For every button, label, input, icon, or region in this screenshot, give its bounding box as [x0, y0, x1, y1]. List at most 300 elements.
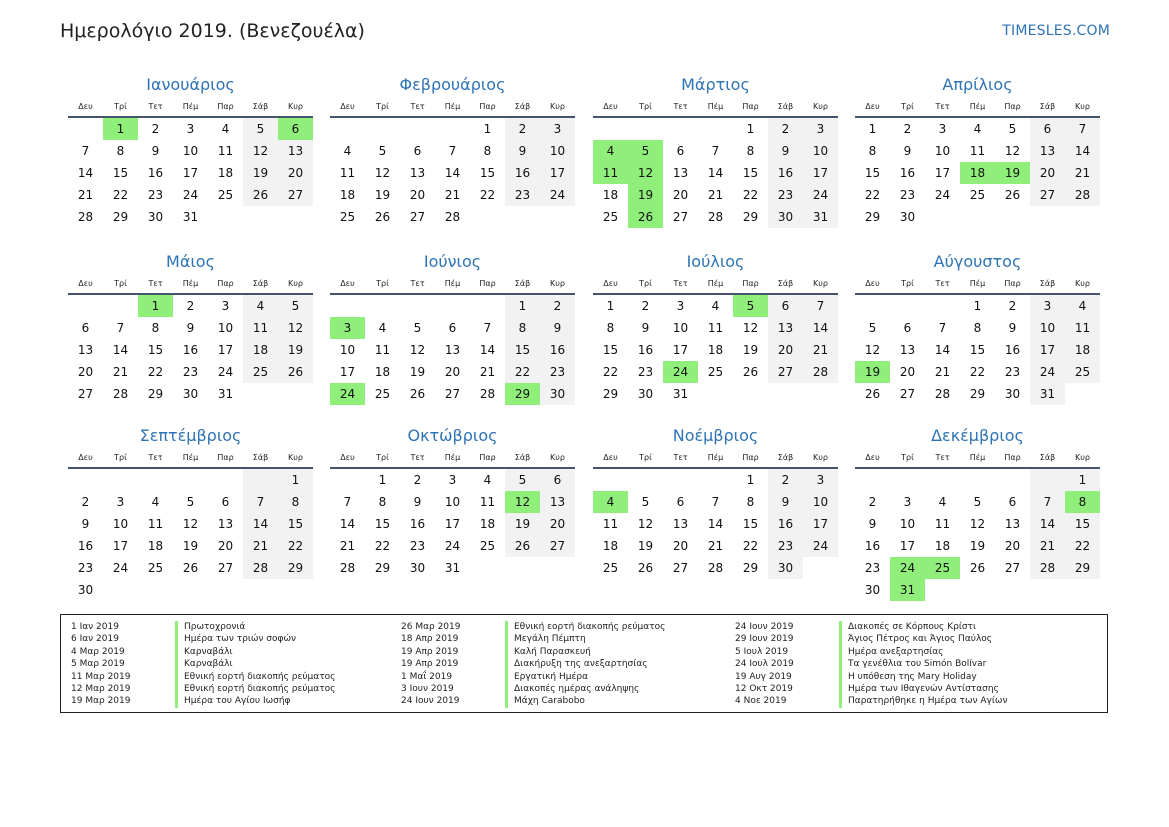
empty-day-cell: [68, 469, 103, 491]
day-cell: 13: [444, 343, 461, 357]
day-cell: 31: [1030, 383, 1065, 405]
weekday-header: [330, 275, 575, 295]
day-cell: 14: [934, 343, 951, 357]
day-cell: 30: [409, 561, 426, 575]
holiday-day-cell: 31: [890, 579, 925, 601]
weekday-label: Τρί: [901, 102, 914, 111]
day-cell: 15: [864, 166, 881, 180]
day-cell: 21: [339, 539, 356, 553]
day-cell: 3: [803, 469, 838, 491]
month-calendar: [855, 72, 1100, 228]
day-cell: 28: [77, 210, 94, 224]
weekday-label: Κυρ: [813, 453, 828, 462]
day-cell: 15: [374, 517, 391, 531]
day-cell: 24: [934, 188, 951, 202]
week-row: [593, 557, 838, 579]
holiday-date: 24 Ιουν 2019: [735, 622, 794, 632]
day-cell: 4: [378, 321, 387, 335]
weekday-label: Παρ: [742, 453, 759, 462]
day-cell: 1: [505, 295, 540, 317]
week-row: [855, 206, 1100, 228]
weekday-label: Κυρ: [288, 453, 303, 462]
day-cell: 22: [742, 539, 759, 553]
holiday-day-cell: 24: [663, 361, 698, 383]
holiday-date: 29 Ιουν 2019: [735, 634, 794, 645]
holiday-entry: [391, 658, 665, 670]
day-cell: 16: [505, 162, 540, 184]
day-cell: 1: [746, 473, 755, 487]
day-cell: 27: [77, 387, 94, 401]
week-row: [855, 184, 1100, 206]
day-cell: 6: [1030, 118, 1065, 140]
empty-day-cell: [138, 579, 173, 601]
holiday-date: 12 Μαρ 2019: [71, 683, 131, 694]
weekday-label: Κυρ: [813, 102, 828, 111]
day-cell: 24: [444, 539, 461, 553]
day-cell: 4: [151, 495, 160, 509]
week-row: [330, 513, 575, 535]
day-cell: 7: [81, 144, 90, 158]
holiday-name: Ημέρα ανεξαρτησίας: [839, 646, 943, 658]
day-cell: 23: [505, 184, 540, 206]
day-cell: 17: [934, 166, 951, 180]
week-row: [855, 339, 1100, 361]
holiday-name: Εθνική εορτή διακοπής ρεύματος: [175, 683, 335, 695]
month-calendar: [855, 423, 1100, 601]
day-cell: 25: [707, 365, 724, 379]
day-cell: 25: [243, 361, 278, 383]
day-cell: 14: [77, 166, 94, 180]
weekday-label: Σάβ: [777, 453, 794, 462]
holiday-day-cell: 25: [925, 557, 960, 579]
day-cell: 20: [899, 365, 916, 379]
empty-day-cell: [890, 295, 925, 317]
weekday-header: [330, 98, 575, 118]
empty-day-cell: [925, 469, 960, 491]
day-cell: 27: [899, 387, 916, 401]
day-cell: 12: [1004, 144, 1021, 158]
holiday-date: 24 Ιουν 2019: [401, 696, 460, 707]
day-cell: 17: [540, 162, 575, 184]
empty-day-cell: [540, 206, 575, 228]
day-cell: 24: [182, 188, 199, 202]
week-row: [68, 535, 313, 557]
day-cell: 14: [112, 343, 129, 357]
empty-day-cell: [68, 295, 103, 317]
weekday-label: Τετ: [148, 453, 163, 462]
day-cell: 12: [243, 140, 278, 162]
empty-day-cell: [470, 295, 505, 317]
day-cell: 23: [540, 361, 575, 383]
weekday-label: Τρί: [376, 279, 389, 288]
day-cell: 21: [112, 365, 129, 379]
weekday-label: Σάβ: [777, 279, 794, 288]
empty-day-cell: [68, 118, 103, 140]
day-cell: 14: [444, 166, 461, 180]
empty-day-cell: [278, 383, 313, 405]
day-cell: 30: [899, 210, 916, 224]
holiday-name: Ημέρα του Αγίου Ιωσήφ: [175, 695, 291, 707]
day-cell: 20: [768, 339, 803, 361]
day-cell: 29: [112, 210, 129, 224]
day-cell: 27: [217, 561, 234, 575]
holiday-name: Εργατική Ημέρα: [505, 671, 588, 683]
holiday-entry: [61, 633, 335, 645]
day-cell: 10: [803, 140, 838, 162]
day-cell: 13: [1004, 517, 1021, 531]
day-cell: 6: [1008, 495, 1017, 509]
holiday-name: Καλή Παρασκευή: [505, 646, 591, 658]
day-cell: 22: [969, 365, 986, 379]
day-cell: 21: [479, 365, 496, 379]
day-cell: 10: [1030, 317, 1065, 339]
empty-day-cell: [278, 579, 313, 601]
day-cell: 2: [768, 118, 803, 140]
empty-day-cell: [995, 469, 1030, 491]
day-cell: 8: [278, 491, 313, 513]
weekday-label: Πέμ: [182, 102, 199, 111]
empty-day-cell: [435, 295, 470, 317]
month-name: Απρίλιος: [942, 75, 1013, 94]
weekday-label: Τρί: [639, 279, 652, 288]
holiday-name: Εθνική εορτή διακοπής ρεύματος: [505, 621, 665, 633]
weekday-label: Κυρ: [1075, 453, 1090, 462]
empty-day-cell: [243, 579, 278, 601]
empty-day-cell: [470, 206, 505, 228]
weekday-label: Σάβ: [1039, 102, 1056, 111]
week-row: [330, 317, 575, 339]
day-cell: 24: [803, 184, 838, 206]
empty-day-cell: [960, 469, 995, 491]
day-cell: 8: [483, 144, 492, 158]
holiday-date: 4 Νοε 2019: [735, 696, 787, 707]
day-cell: 1: [483, 122, 492, 136]
day-cell: 11: [707, 321, 724, 335]
holiday-date: 12 Οκτ 2019: [735, 683, 793, 694]
day-cell: 10: [899, 517, 916, 531]
holiday-date: 18 Απρ 2019: [401, 634, 459, 645]
day-cell: 5: [641, 495, 650, 509]
day-cell: 30: [637, 387, 654, 401]
day-cell: 25: [602, 210, 619, 224]
day-cell: 10: [217, 321, 234, 335]
weekday-label: Σάβ: [1039, 453, 1056, 462]
day-cell: 24: [803, 535, 838, 557]
weekday-label: Πέμ: [182, 453, 199, 462]
week-row: [593, 513, 838, 535]
day-cell: 21: [243, 535, 278, 557]
day-cell: 20: [672, 188, 689, 202]
holiday-entry: [725, 621, 1008, 633]
day-cell: 21: [707, 188, 724, 202]
day-cell: 27: [1004, 561, 1021, 575]
weekday-label: Δευ: [865, 453, 880, 462]
day-cell: 17: [217, 343, 234, 357]
day-cell: 19: [505, 513, 540, 535]
empty-day-cell: [1065, 206, 1100, 228]
day-cell: 18: [707, 343, 724, 357]
day-cell: 21: [444, 188, 461, 202]
holiday-date: 5 Μαρ 2019: [71, 659, 125, 670]
month-name: Ιούνιος: [423, 252, 482, 271]
day-cell: 7: [711, 495, 720, 509]
day-cell: 12: [742, 321, 759, 335]
day-cell: 9: [413, 495, 422, 509]
week-row: [330, 118, 575, 140]
week-row: [68, 557, 313, 579]
day-cell: 10: [540, 140, 575, 162]
empty-day-cell: [803, 383, 838, 405]
empty-day-cell: [1030, 579, 1065, 601]
day-cell: 19: [278, 339, 313, 361]
holiday-day-cell: 6: [278, 118, 313, 140]
day-cell: 18: [602, 188, 619, 202]
weekday-label: Παρ: [1004, 102, 1021, 111]
day-cell: 6: [221, 495, 230, 509]
week-row: [68, 295, 313, 317]
empty-day-cell: [960, 579, 995, 601]
holiday-list-column: [391, 621, 665, 708]
week-row: [855, 579, 1100, 601]
weekday-label: Τετ: [410, 453, 425, 462]
day-cell: 31: [803, 206, 838, 228]
day-cell: 26: [637, 561, 654, 575]
day-cell: 17: [803, 162, 838, 184]
day-cell: 2: [903, 122, 912, 136]
day-cell: 11: [374, 343, 391, 357]
weekday-label: Τρί: [114, 279, 127, 288]
weekday-label: Δευ: [603, 102, 618, 111]
day-cell: 25: [969, 188, 986, 202]
weekday-label: Τετ: [410, 279, 425, 288]
weekday-label: Σάβ: [252, 102, 269, 111]
day-cell: 6: [903, 321, 912, 335]
month-calendar: [68, 72, 313, 228]
holiday-name: Μάχη Carabobo: [505, 695, 585, 707]
empty-day-cell: [995, 206, 1030, 228]
day-cell: 29: [147, 387, 164, 401]
day-cell: 19: [182, 539, 199, 553]
week-row: [855, 535, 1100, 557]
holiday-day-cell: 11: [593, 162, 628, 184]
weekday-header: [68, 449, 313, 469]
day-cell: 18: [339, 188, 356, 202]
day-cell: 8: [116, 144, 125, 158]
week-row: [855, 383, 1100, 405]
day-cell: 20: [77, 365, 94, 379]
day-cell: 20: [278, 162, 313, 184]
day-cell: 29: [969, 387, 986, 401]
day-cell: 13: [278, 140, 313, 162]
day-cell: 18: [243, 339, 278, 361]
day-cell: 4: [343, 144, 352, 158]
day-cell: 22: [147, 365, 164, 379]
month-calendar: [855, 249, 1100, 405]
holiday-day-cell: 24: [890, 557, 925, 579]
day-cell: 7: [448, 144, 457, 158]
day-cell: 3: [448, 473, 457, 487]
month-name: Νοέμβριος: [672, 426, 759, 445]
weekday-label: Δευ: [865, 279, 880, 288]
day-cell: 19: [409, 365, 426, 379]
day-cell: 8: [606, 321, 615, 335]
day-cell: 27: [409, 210, 426, 224]
week-row: [593, 118, 838, 140]
empty-day-cell: [803, 557, 838, 579]
holiday-day-cell: 1: [138, 295, 173, 317]
empty-day-cell: [243, 383, 278, 405]
day-cell: 22: [112, 188, 129, 202]
day-cell: 29: [742, 210, 759, 224]
empty-day-cell: [855, 295, 890, 317]
empty-day-cell: [103, 469, 138, 491]
day-cell: 1: [973, 299, 982, 313]
day-cell: 1: [278, 469, 313, 491]
holiday-entry: [391, 633, 665, 645]
day-cell: 9: [1008, 321, 1017, 335]
weekday-label: Κυρ: [288, 279, 303, 288]
day-cell: 29: [1065, 557, 1100, 579]
weekday-label: Δευ: [78, 453, 93, 462]
empty-day-cell: [628, 469, 663, 491]
empty-day-cell: [505, 206, 540, 228]
day-cell: 21: [803, 339, 838, 361]
day-cell: 23: [409, 539, 426, 553]
holiday-day-cell: 1: [103, 118, 138, 140]
week-row: [855, 513, 1100, 535]
weekday-label: Παρ: [479, 453, 496, 462]
day-cell: 28: [1065, 184, 1100, 206]
month-name: Μάρτιος: [681, 75, 750, 94]
month-name: Φεβρουάριος: [399, 75, 506, 94]
week-row: [593, 339, 838, 361]
weekday-label: Παρ: [742, 102, 759, 111]
week-row: [855, 469, 1100, 491]
day-cell: 16: [768, 162, 803, 184]
day-cell: 7: [116, 321, 125, 335]
weekday-label: Τετ: [673, 102, 688, 111]
month-name: Ιανουάριος: [146, 75, 235, 94]
day-cell: 6: [676, 495, 685, 509]
month-calendar: [330, 423, 575, 579]
empty-day-cell: [925, 206, 960, 228]
day-cell: 2: [768, 469, 803, 491]
holiday-day-cell: 12: [505, 491, 540, 513]
day-cell: 9: [151, 144, 160, 158]
day-cell: 28: [479, 387, 496, 401]
day-cell: 10: [112, 517, 129, 531]
holiday-name: Καρναβάλι: [175, 658, 233, 670]
week-row: [68, 579, 313, 601]
weekday-label: Τετ: [935, 102, 950, 111]
empty-day-cell: [995, 579, 1030, 601]
day-cell: 3: [903, 495, 912, 509]
day-cell: 13: [672, 166, 689, 180]
day-cell: 9: [540, 317, 575, 339]
week-row: [855, 140, 1100, 162]
day-cell: 22: [374, 539, 391, 553]
day-cell: 15: [602, 343, 619, 357]
day-cell: 5: [1008, 122, 1017, 136]
month-calendar: [593, 423, 838, 579]
day-cell: 5: [868, 321, 877, 335]
week-row: [68, 361, 313, 383]
day-cell: 27: [672, 210, 689, 224]
holiday-entry: [61, 671, 335, 683]
week-row: [593, 162, 838, 184]
empty-day-cell: [733, 383, 768, 405]
day-cell: 26: [243, 184, 278, 206]
week-row: [593, 383, 838, 405]
day-cell: 22: [602, 365, 619, 379]
day-cell: 19: [969, 539, 986, 553]
day-cell: 9: [81, 517, 90, 531]
month-calendar: [68, 249, 313, 405]
weekday-label: Σάβ: [514, 279, 531, 288]
empty-day-cell: [1065, 383, 1100, 405]
holiday-day-cell: 19: [628, 184, 663, 206]
weekday-header: [855, 275, 1100, 295]
day-cell: 11: [243, 317, 278, 339]
day-cell: 20: [672, 539, 689, 553]
holiday-date: 24 Ιουλ 2019: [735, 659, 794, 670]
weekday-label: Σάβ: [252, 279, 269, 288]
weekday-label: Δευ: [340, 279, 355, 288]
week-row: [330, 469, 575, 491]
holiday-entry: [61, 683, 335, 695]
empty-day-cell: [698, 469, 733, 491]
weekday-label: Παρ: [1004, 279, 1021, 288]
empty-day-cell: [208, 579, 243, 601]
day-cell: 26: [742, 365, 759, 379]
day-cell: 2: [413, 473, 422, 487]
month-name: Οκτώβριος: [407, 426, 498, 445]
holiday-day-cell: 19: [995, 162, 1030, 184]
day-cell: 14: [243, 513, 278, 535]
site-logo[interactable]: TIMESLES.COM: [1002, 23, 1110, 39]
holiday-entry: [61, 658, 335, 670]
day-cell: 29: [602, 387, 619, 401]
day-cell: 4: [711, 299, 720, 313]
weekday-label: Πέμ: [444, 102, 461, 111]
weekday-label: Τρί: [114, 453, 127, 462]
weekday-label: Κυρ: [550, 453, 565, 462]
day-cell: 22: [479, 188, 496, 202]
day-cell: 28: [707, 210, 724, 224]
day-cell: 22: [278, 535, 313, 557]
day-cell: 26: [1004, 188, 1021, 202]
empty-day-cell: [103, 579, 138, 601]
day-cell: 11: [934, 517, 951, 531]
day-cell: 17: [339, 365, 356, 379]
day-cell: 21: [934, 365, 951, 379]
day-cell: 16: [1004, 343, 1021, 357]
day-cell: 5: [378, 144, 387, 158]
empty-day-cell: [278, 206, 313, 228]
day-cell: 13: [77, 343, 94, 357]
weekday-header: [855, 449, 1100, 469]
empty-day-cell: [365, 295, 400, 317]
holiday-name: Παρατηρήθηκε η Ημέρα των Αγίων: [839, 695, 1008, 707]
day-cell: 25: [1065, 361, 1100, 383]
day-cell: 20: [1030, 162, 1065, 184]
day-cell: 7: [1065, 118, 1100, 140]
weekday-label: Δευ: [865, 102, 880, 111]
holiday-day-cell: 12: [628, 162, 663, 184]
weekday-label: Δευ: [340, 453, 355, 462]
day-cell: 17: [1030, 339, 1065, 361]
weekday-label: Τρί: [639, 453, 652, 462]
